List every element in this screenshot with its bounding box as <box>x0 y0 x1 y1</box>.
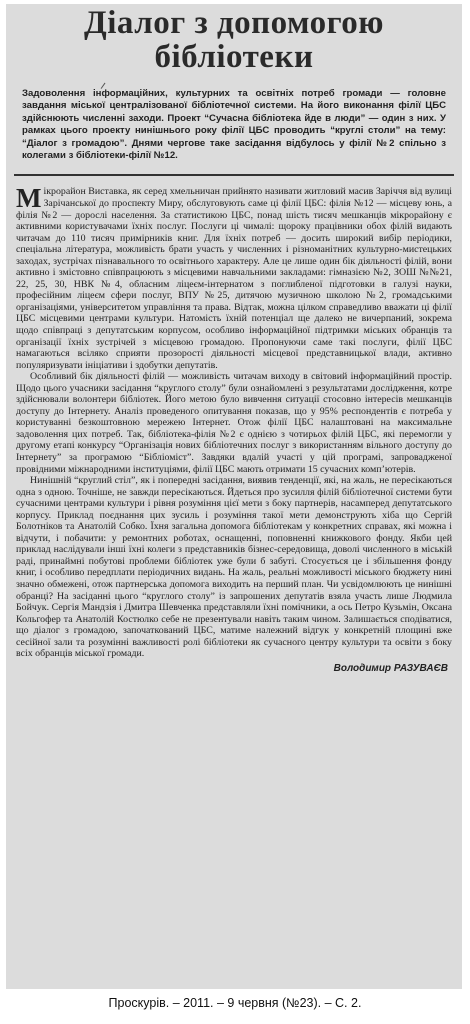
source-caption: Проскурів. – 2011. – 9 червня (№23). – С. 2. <box>108 996 362 1010</box>
article-lead: Задоволення інформаційних, культурних та освітніх потреб громади — головне завдання міської централізованої бібліотечної системи. На його виконання філії ЦБС здійснюють численні заходи. Проект “Сучасна бібліотека йде в люди” — один з них. У рамках цього проекту нинішнього року філії ЦБС проводить “круглі столи” на тему: “Діалог з громадою”. Днями чергове таке засідання відбулось у філії №2 спільно з колегами з бібліотеки-філії №12. <box>22 88 446 162</box>
article-body <box>16 183 452 660</box>
paragraph-2: Особливий бік діяльності філій — можливість читачам виходу в світовий інформаційний простір. Щодо цього учасники засідання “круглого столу” були ознайомлені з результатами дослідження, котре здійснювали волонтери бібліотек. Його метою було вивчення ситуації стосовно інтересів мешканців доступу до Інтернету. Аналіз проведеного опитування показав, що у 95% респондентів є потреба у користуванні безкоштовною мережею Інтернет. Отож філії ЦБС налаштовані на максимальне задоволення цих потреб. Так, бібліотека-філія №2 є однією з чотирьох філій ЦБС, які перемогли у другому етапі конкурсу “Організація нових бібліотечних послуг з використанням вільного доступу до Інтернету” за програмою “Бібліоміст”. Завдяки вдалій участі у цій програмі, запровадженої провідними міжнародними інституціями, філії ЦБС мають отримати 15 сучасних комп’ютерів. <box>16 371 452 475</box>
author-signature: Володимир РАЗУВАЄВ <box>333 662 448 674</box>
paragraph-3: Нинішній “круглий стіл”, як і попередні засідання, виявив тенденції, які, на жаль, не пересікаються одна з одною. Точніше, не завжди пересікаються. Йдеться про зусилля філій бібліотечної системи бути сучасними центрами культури і рівня розуміння цієї мети з боку партнерів, насамперед депутатського корпусу. Приклад поєднання цих зусиль і розуміння такої мети демонструють хіба що Сергій Болотніков та Анатолій Собко. Їхня загальна допомога бібліотекам у конкретних справах, які можна і відчути, і побачити: у ремонтних роботах, оснащенні, поповненні книжкового фонду. Якби цей приклад наслідували інші їхні колеги з представників бізнес-середовища, доволі численного в міській раді, принаймні побутові проблеми бібліотек уже були б забуті. Стосується це і збільшення фонду книг, і особливо передплати періодичних видань. На жаль, реальні можливості міського бюджету нині значно обмежені, отож партнерська допомога виходить на перший план. Чи усвідомлюють це нинішні обранці? На засіданні цього “круглого столу” із запрошених депутатів взяла участь лише Людмила Бойчук. Сергія Мандзія і Дмитра Шевченка представляли їхні помічники, а ось Петро Кузьмін, Оксана Кольгофер та Анатолій Костюлко себе не презентували навіть таким чином. Залишається сподіватися, що діалог з громадою, започаткований ЦБС, матиме належний відгук у конкретній площині вже сесійної зали та розумінні важливості ролі бібліотеки як сучасного центру культури та освіти з боку всіх обранців міської громади. <box>16 475 452 660</box>
newspaper-clipping <box>6 4 462 989</box>
paragraph-1-text: ікрорайон Виставка, як серед хмельничан прийнято називати житловий масив Заріччя від вулиці Зарічанської до проспекту Миру, обслуговують саме ці філії ЦБС: філія №12 — місцеву юнь, а філія №2 — дорослі населення. За статистикою ЦБС, понад шість тисяч мешканців мікрорайону є активними користувачами їхніх послуг. Послуги ці чималі: щороку працівники обох філій видають читачам до 110 тисяч примірників книг. Для їхніх потреб — досить широкий вибір періодики, спеціальна література, можливість брати участь у численних і різноманітних культурно-мистецьких заходах, зустрічах пізнавального то освітнього характеру. Але це лише один бік діяльності філій, вони активно і змістовно співпрацюють з місцевими навчальними закладами: гімназією №2, ЗОШ №№21, 22, 25, 30, НВК №4, обласним ліцеєм-інтернатом з поглибленої підготовки в галузі науки, професійним ліцеєм сфери послуг, ВПУ №25, дитячою музичною школою №2, громадськими організаціями, університетом управління та права. Відтак, можна цілком справедливо вважати ці філії ЦБС місцевими центрами культури. Натомість їхній потенціал ще далеко не вичерпаний, зокрема щодо співпраці з депутатським корпусом, особливо інформаційної підтримки міських обранців та організації їхніх зустрічей з місцевою громадою. Пропонуючи саме такі послуги, філії ЦБС намагаються всіляко сприяти прозорості діяльності місцевої представницької влади, активно популяризувати ініціативи і здобутки депутатів. <box>16 186 452 371</box>
drop-cap: М <box>16 183 42 214</box>
divider-rule <box>14 174 454 176</box>
article-title: Діалог з допомогою бібліотеки <box>84 5 384 75</box>
paragraph-1 <box>16 183 452 371</box>
